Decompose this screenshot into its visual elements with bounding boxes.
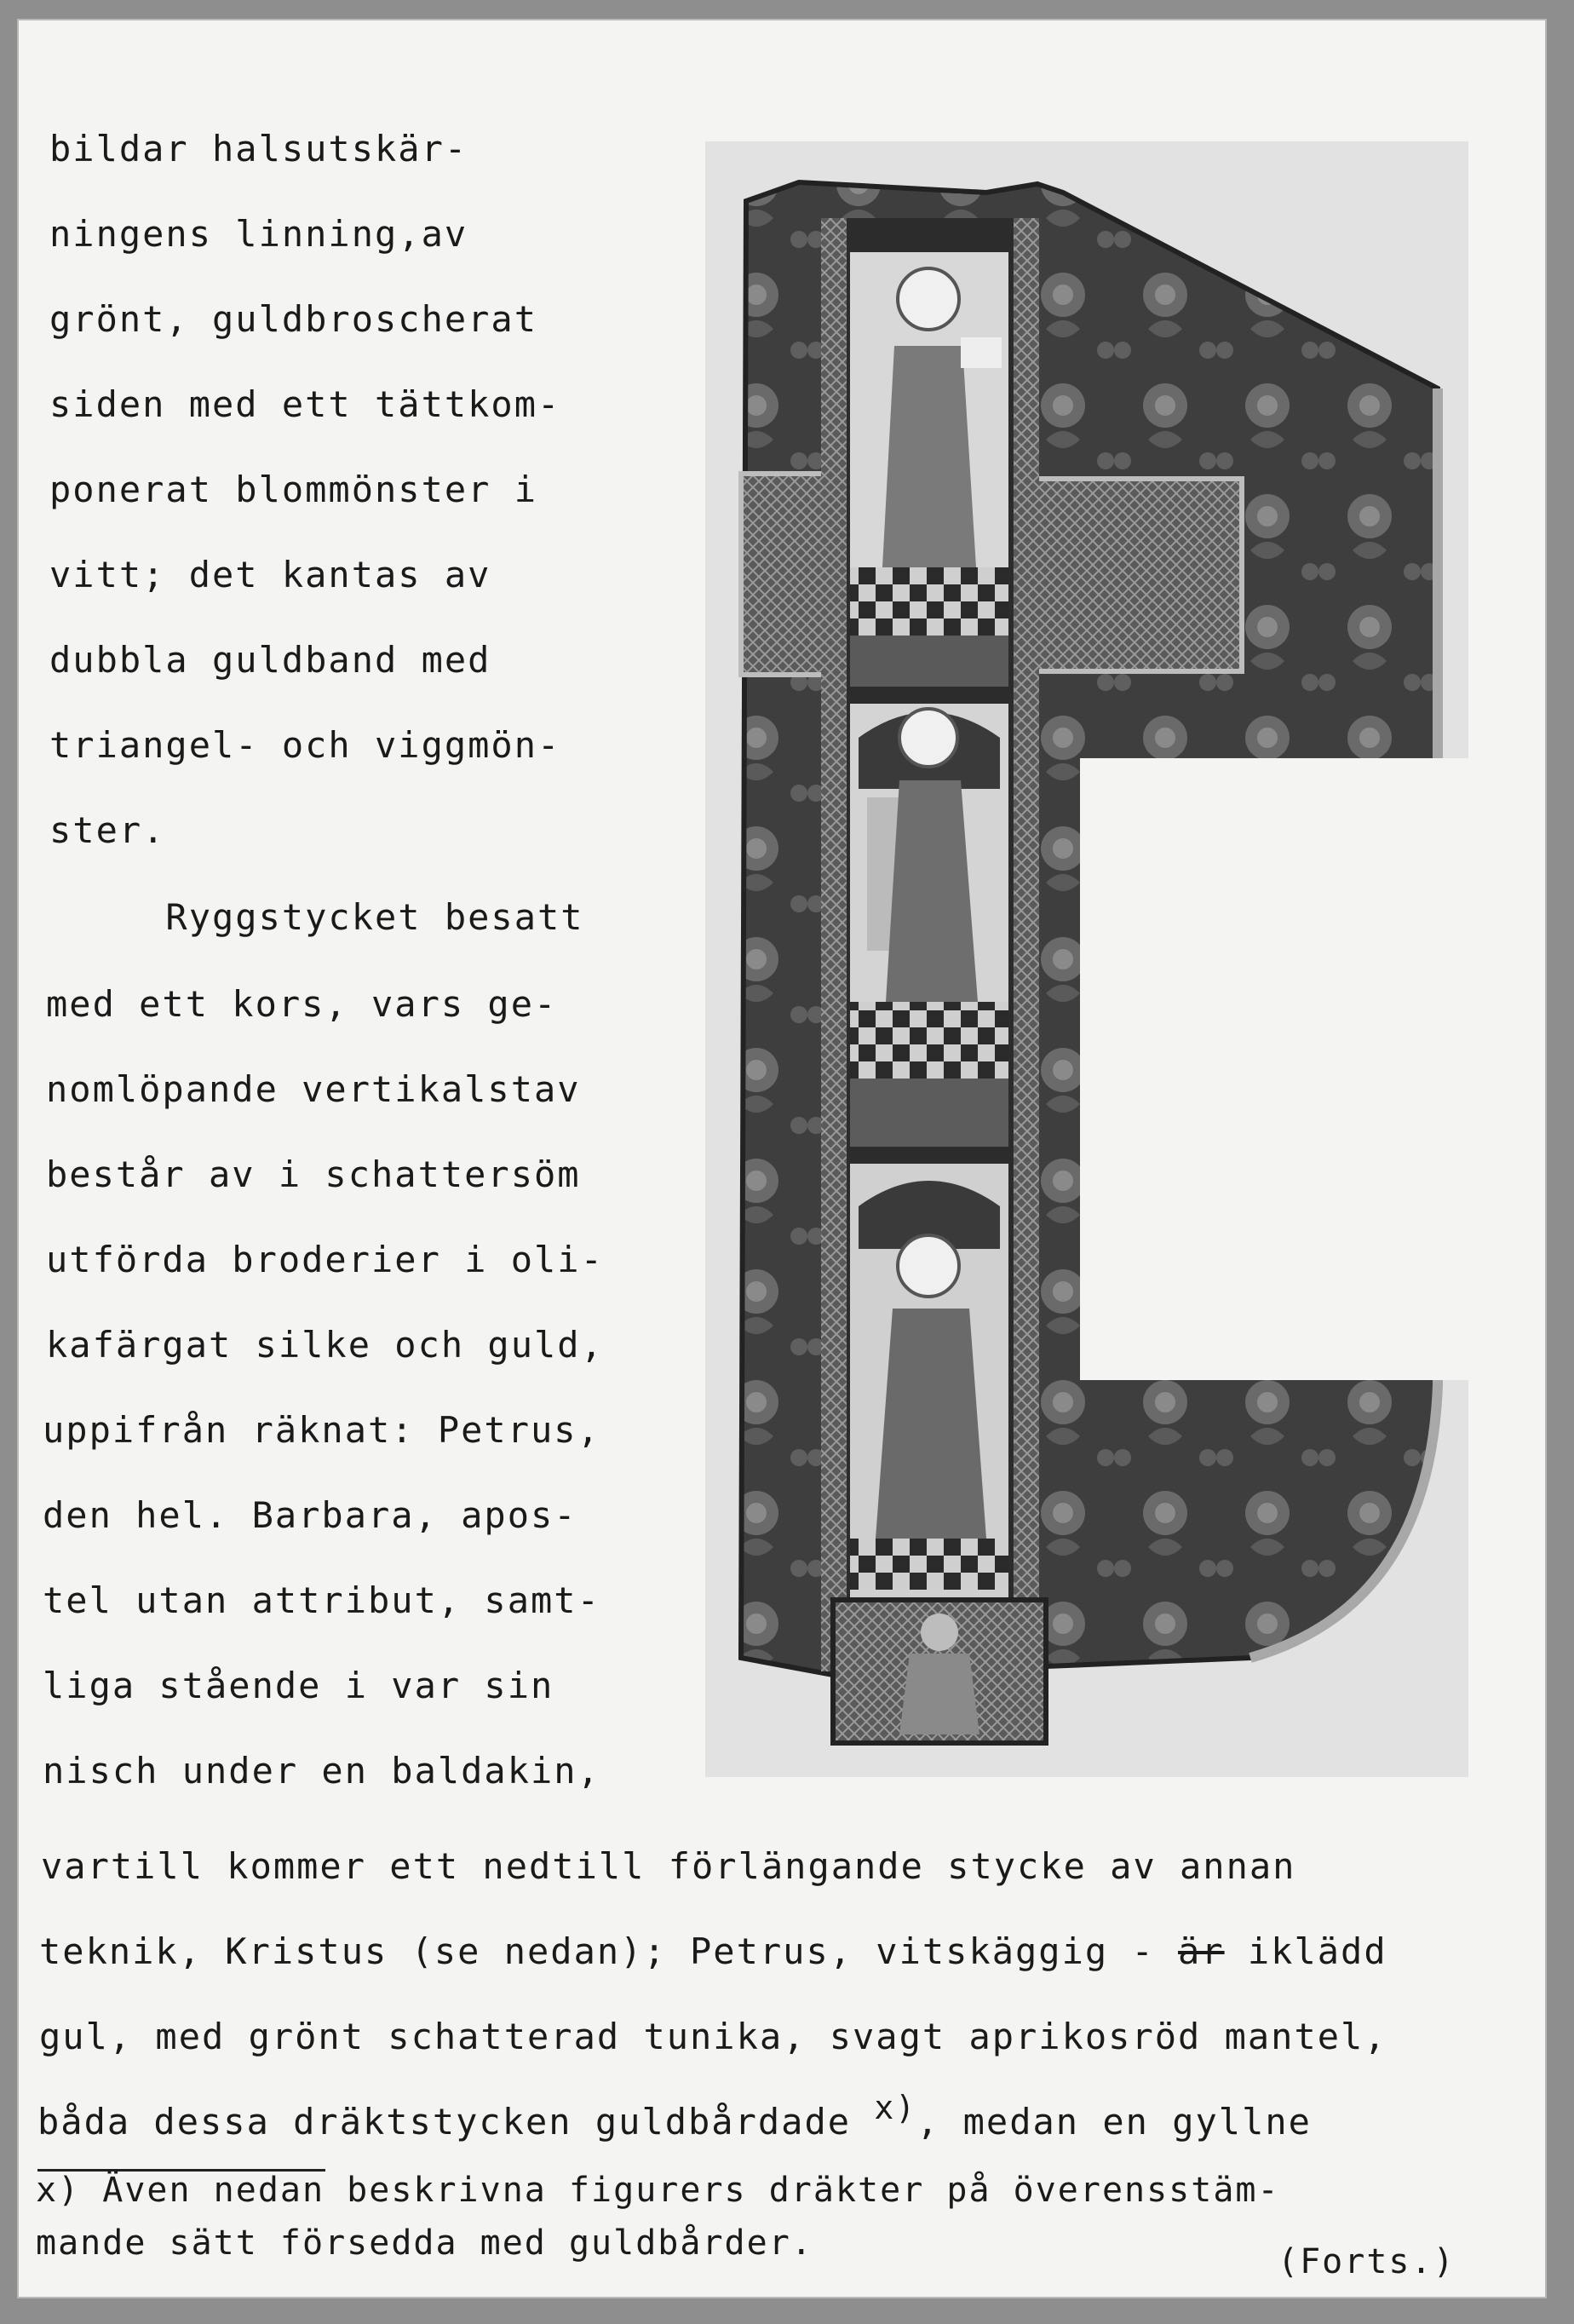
text-line: vartill kommer ett nedtill förlängande stycke av annan <box>41 1845 1296 1887</box>
text-line <box>39 1930 1387 1973</box>
photo-cutout <box>1080 758 1470 1380</box>
text-line: den hel. Barbara, apos- <box>43 1494 577 1536</box>
text-line: kafärgat silke och guld, <box>46 1324 604 1366</box>
text-segment: , medan en gyllne <box>916 2101 1312 2143</box>
text-line: Ryggstycket besatt <box>49 896 584 938</box>
text-line <box>37 2089 1312 2144</box>
text-line: utförda broderier i oli- <box>46 1239 604 1280</box>
text-line: nomlöpande vertikalstav <box>46 1068 581 1110</box>
text-line: ningens linning,av <box>49 213 468 255</box>
text-line: ponerat blommönster i <box>49 469 538 510</box>
footnote-marker: x) <box>874 2089 917 2126</box>
text-line: nisch under en baldakin, <box>43 1750 600 1792</box>
text-segment: båda dessa dräktstycken guldbårdade <box>37 2101 852 2143</box>
text-line: tel utan attribut, samt- <box>43 1579 600 1621</box>
text-line: siden med ett tättkom- <box>49 383 561 425</box>
continued-note: (Forts.) <box>1278 2242 1456 2281</box>
text-line: grönt, guldbroscherat <box>49 298 538 340</box>
text-line: består av i schattersöm <box>46 1153 581 1195</box>
footnote-line: x) Även nedan beskrivna figurers dräkter på överensstäm- <box>36 2171 1280 2210</box>
text-line: med ett kors, vars ge- <box>46 983 558 1025</box>
footnote-line: mande sätt försedda med guldbårder. <box>36 2223 813 2263</box>
text-line: bildar halsutskär- <box>49 128 468 170</box>
text-line: dubbla guldband med <box>49 639 491 681</box>
text-line: liga stående i var sin <box>43 1665 554 1706</box>
text-line: uppifrån räknat: Petrus, <box>43 1409 600 1451</box>
text-segment: iklädd <box>1224 1930 1387 1972</box>
struck-word: är <box>1178 1930 1225 1972</box>
text-line: ster. <box>49 809 166 851</box>
text-line: vitt; det kantas av <box>49 554 491 595</box>
text-line: gul, med grönt schatterad tunika, svagt aprikosröd mantel, <box>39 2016 1387 2057</box>
text-line: triangel- och viggmön- <box>49 724 561 766</box>
text-segment: teknik, Kristus (se nedan); Petrus, vitskäggig - <box>39 1930 1155 1972</box>
